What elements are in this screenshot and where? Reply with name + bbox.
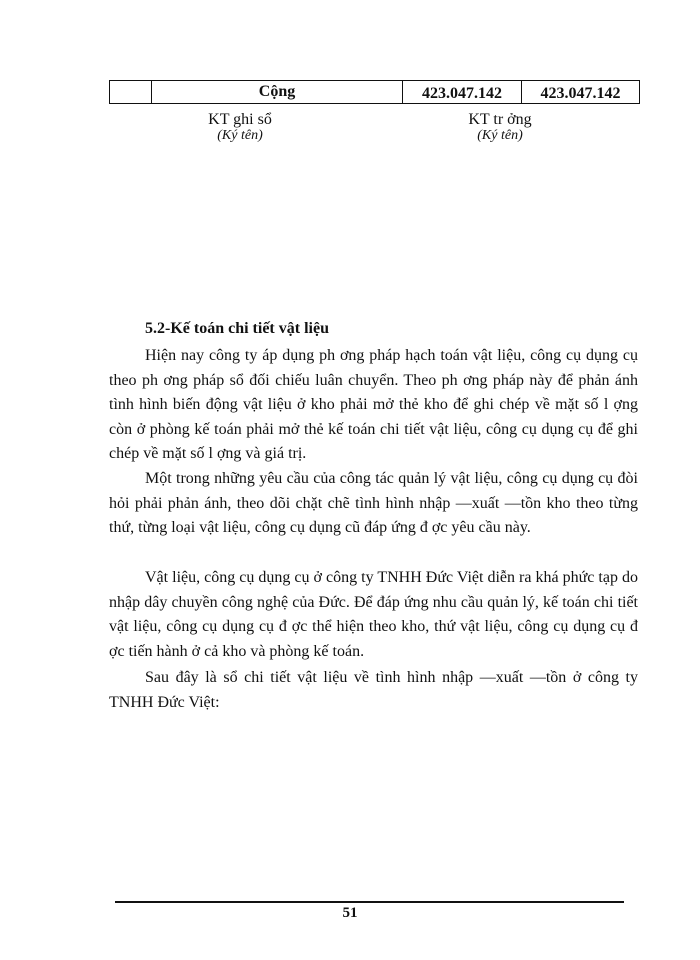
totals-table <box>109 80 640 104</box>
paragraph: Một trong những yêu cầu của công tác quản lý vật liệu, công cụ dụng cụ đòi hỏi phải phản ánh, theo dõi chặt chẽ tình hình nhập —xuất —tồn kho theo từng thứ, từng loại vật liệu, công cụ dụng cũ đáp ứng đ ợc yêu cầu này. <box>109 470 638 537</box>
total-label: Cộng <box>152 81 403 104</box>
signature-bookkeeper <box>180 112 300 143</box>
page-number: 51 <box>342 905 358 921</box>
signature-note: (Ký tên) <box>217 128 263 143</box>
paragraph: Sau đây là sổ chi tiết vật liệu về tình hình nhập —xuất —tồn ở công ty TNHH Đức Việt: <box>109 669 638 711</box>
signature-chief-accountant <box>440 112 560 143</box>
table-row <box>110 81 640 104</box>
total-credit: 423.047.142 <box>522 81 640 104</box>
signature-title: KT tr ởng <box>468 111 532 128</box>
section-heading: 5.2-Kế toán chi tiết vật liệu <box>145 320 329 337</box>
total-debit: 423.047.142 <box>403 81 522 104</box>
paragraph: Hiện nay công ty áp dụng ph ơng pháp hạch toán vật liệu, công cụ dụng cụ theo ph ơng pháp sổ đối chiếu luân chuyển. Theo ph ơng pháp này để phản ánh tình hình biến động vật liệu ở kho phải mở thẻ kho để ghi chép về mặt số l ợng còn ở phòng kế toán phải mở thẻ kế toán chi tiết vật liệu, công cụ dụng cụ để ghi chép về mặt số l ợng và giá trị. <box>109 347 638 463</box>
footer-rule <box>115 901 624 903</box>
empty-cell <box>110 81 152 104</box>
paragraph: Vật liệu, công cụ dụng cụ ở công ty TNHH Đức Việt diễn ra khá phức tạp do nhập dây chuyền công nghệ của Đức. Để đáp ứng nhu cầu quản lý, kế toán chi tiết vật liệu, công cụ dụng cụ đ ợc thể hiện theo kho, thứ vật liệu, công cụ dụng cụ đ ợc tiến hành ở cả kho và phòng kế toán. <box>109 569 638 660</box>
signature-note: (Ký tên) <box>477 128 523 143</box>
signature-title: KT ghi sổ <box>208 111 272 128</box>
